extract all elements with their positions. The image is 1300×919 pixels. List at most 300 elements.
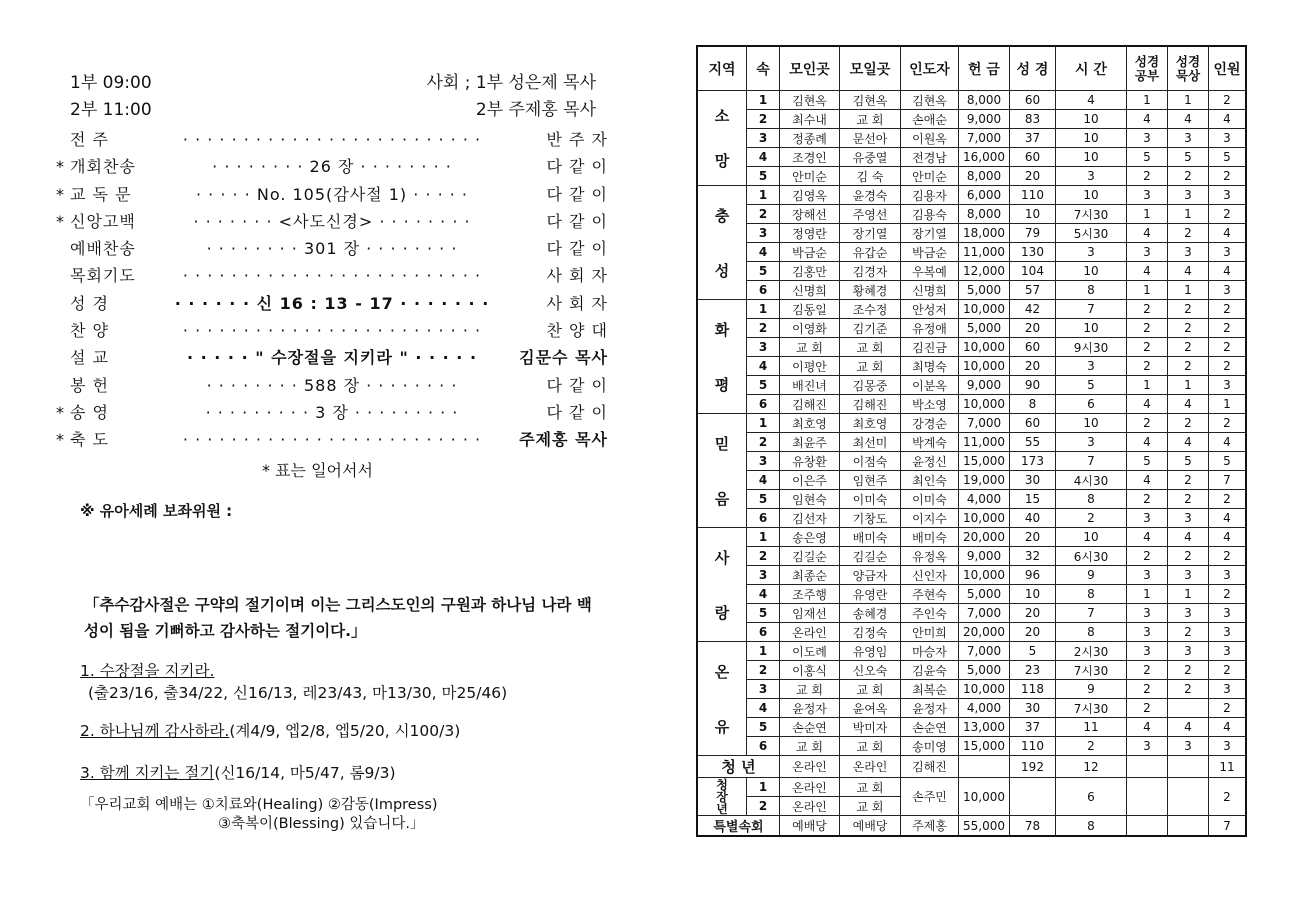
table-cell: 3 — [1127, 243, 1168, 262]
table-cell: 8,000 — [959, 205, 1010, 224]
table-cell: 30 — [1010, 471, 1056, 490]
table-row — [697, 680, 1246, 699]
table-cell: 130 — [1010, 243, 1056, 262]
table-row — [697, 737, 1246, 756]
table-cell: 5,000 — [959, 661, 1010, 680]
table-cell: 2 — [1127, 490, 1168, 509]
table-row — [697, 528, 1246, 547]
table-cell: 7,000 — [959, 129, 1010, 148]
table-cell: 안미순 — [901, 167, 959, 186]
table-cell: 10,000 — [959, 338, 1010, 357]
order-item-detail: · · · · · " 수장절을 지키라 " · · · · · — [186, 348, 478, 368]
table-cell: 4 — [1127, 395, 1168, 414]
table-cell: 예배당 — [840, 816, 901, 837]
table-row — [697, 262, 1246, 281]
table-cell: 104 — [1010, 262, 1056, 281]
class-number: 3 — [747, 224, 780, 243]
class-number: 2 — [747, 110, 780, 129]
table-row — [697, 205, 1246, 224]
table-cell: 4 — [1168, 528, 1209, 547]
young-adult-name-char: 청 — [716, 777, 728, 792]
table-cell: 8,000 — [959, 167, 1010, 186]
table-cell: 3 — [1168, 509, 1209, 528]
order-item-name: 축 도 — [70, 430, 109, 450]
table-cell: 3 — [1056, 167, 1127, 186]
table-cell: 김경자 — [840, 262, 901, 281]
table-cell: 20 — [1010, 623, 1056, 642]
sermon-point-refs: (계4/9, 엡2/8, 엡5/20, 시100/3) — [229, 722, 461, 740]
table-cell: 60 — [1010, 91, 1056, 110]
table-cell: 최복순 — [901, 680, 959, 699]
table-cell: 교 회 — [780, 680, 840, 699]
table-cell: 안미순 — [780, 167, 840, 186]
table-row — [697, 110, 1246, 129]
sermon-point-refs: (신16/14, 마5/47, 롬9/3) — [214, 764, 396, 782]
service-times — [70, 70, 152, 124]
sermon-point-title: 2. 하나님께 감사하라. — [80, 722, 230, 740]
table-cell: 2 — [1127, 680, 1168, 699]
table-cell: 윤정신 — [901, 452, 959, 471]
table-row — [697, 224, 1246, 243]
table-cell: 20 — [1010, 604, 1056, 623]
sermon-point-title: 1. 수장절을 지키라. — [80, 662, 215, 680]
table-cell: 4 — [1056, 91, 1127, 110]
table-cell: 8 — [1056, 281, 1127, 300]
table-cell: 배미숙 — [901, 528, 959, 547]
table-cell: 55 — [1010, 433, 1056, 452]
table-cell: 유영임 — [840, 642, 901, 661]
order-star: * — [56, 211, 64, 231]
table-cell: 7시30 — [1056, 661, 1127, 680]
table-cell: 유영란 — [840, 585, 901, 604]
order-item-name: 찬 양 — [70, 321, 109, 341]
table-row — [697, 452, 1246, 471]
class-number: 5 — [747, 376, 780, 395]
region-name-cell — [697, 642, 747, 756]
table-cell: 20 — [1010, 319, 1056, 338]
table-cell: 주영선 — [840, 205, 901, 224]
table-cell: 조수정 — [840, 300, 901, 319]
table-cell: 김해진 — [840, 395, 901, 414]
order-item — [56, 317, 608, 344]
class-number: 6 — [747, 509, 780, 528]
table-cell: 3 — [1168, 737, 1209, 756]
class-meeting-table — [696, 45, 1247, 837]
order-item-detail: · · · · · · · · 588 장 · · · · · · · · — [206, 375, 458, 395]
table-row — [697, 604, 1246, 623]
table-cell: 4,000 — [959, 490, 1010, 509]
table-cell: 최윤주 — [780, 433, 840, 452]
order-item-name: 성 경 — [70, 293, 109, 313]
table-row — [697, 623, 1246, 642]
table-row — [697, 243, 1246, 262]
table-cell: 4 — [1127, 110, 1168, 129]
table-cell: 4 — [1168, 433, 1209, 452]
table-cell: 최선미 — [840, 433, 901, 452]
sermon-point-2 — [80, 720, 460, 742]
table-cell: 2 — [1209, 91, 1247, 110]
table-cell: 이평안 — [780, 357, 840, 376]
table-row — [697, 585, 1246, 604]
motto-line-1: 「우리교회 예배는 ①치료와(Healing) ②감동(Impress) — [80, 797, 438, 813]
order-item-person: 주제홍 목사 — [519, 430, 608, 450]
table-cell: 118 — [1010, 680, 1056, 699]
table-cell: 10 — [1056, 262, 1127, 281]
order-item-detail: · · · · · · · · · · · · · · · · · · · · · · · · · — [182, 430, 482, 450]
table-cell: 12 — [1056, 756, 1127, 778]
table-row — [697, 319, 1246, 338]
table-cell: 4 — [1209, 262, 1247, 281]
table-cell: 온라인 — [780, 623, 840, 642]
table-cell: 3 — [1209, 243, 1247, 262]
table-cell: 손주민 — [901, 778, 959, 816]
class-number: 1 — [747, 642, 780, 661]
table-cell: 2 — [1209, 585, 1247, 604]
table-cell: 5 — [1168, 452, 1209, 471]
table-cell: 2 — [1168, 319, 1209, 338]
table-cell: 김현옥 — [840, 91, 901, 110]
order-item — [56, 181, 608, 208]
order-item — [56, 426, 608, 453]
table-cell: 10,000 — [959, 300, 1010, 319]
table-cell: 8 — [1056, 623, 1127, 642]
table-cell: 110 — [1010, 186, 1056, 205]
table-row-youth — [697, 756, 1246, 778]
region-name-cell — [697, 91, 747, 186]
table-cell: 5시30 — [1056, 224, 1127, 243]
class-number: 2 — [747, 205, 780, 224]
order-item-person: 사 회 자 — [546, 266, 608, 286]
order-item — [56, 208, 608, 235]
table-cell: 김현옥 — [901, 91, 959, 110]
order-item — [56, 235, 608, 262]
table-row — [697, 661, 1246, 680]
table-cell: 안성저 — [901, 300, 959, 319]
table-cell: 9 — [1056, 566, 1127, 585]
young-adult-name-cell — [697, 778, 747, 816]
table-cell: 8,000 — [959, 91, 1010, 110]
table-cell: 10,000 — [959, 680, 1010, 699]
table-row-special — [697, 816, 1246, 837]
table-cell: 2 — [1209, 300, 1247, 319]
table-cell: 김현옥 — [780, 91, 840, 110]
special-name-cell: 특별속회 — [697, 816, 780, 837]
table-cell: 배진녀 — [780, 376, 840, 395]
table-cell: 1 — [1168, 376, 1209, 395]
table-cell: 20 — [1010, 357, 1056, 376]
class-number: 3 — [747, 566, 780, 585]
table-row — [697, 547, 1246, 566]
class-number: 4 — [747, 699, 780, 718]
table-cell: 임현주 — [840, 471, 901, 490]
table-cell: 2시30 — [1056, 642, 1127, 661]
table-row — [697, 433, 1246, 452]
table-cell: 김해진 — [901, 756, 959, 778]
table-cell: 이미숙 — [840, 490, 901, 509]
table-cell: 2 — [1168, 357, 1209, 376]
order-item-person: 반 주 자 — [546, 130, 608, 149]
table-cell: 8 — [1056, 816, 1127, 837]
table-cell: 2 — [1209, 699, 1247, 718]
table-cell: 4 — [1209, 509, 1247, 528]
motto-line-2: ③축복이(Blessing) 있습니다.」 — [218, 816, 425, 832]
table-cell: 3 — [1056, 357, 1127, 376]
order-item — [56, 290, 608, 317]
region-name-char: 사 — [714, 548, 730, 567]
table-cell: 2 — [1056, 737, 1127, 756]
table-cell: 9,000 — [959, 110, 1010, 129]
table-cell: 2 — [1127, 547, 1168, 566]
class-number: 4 — [747, 243, 780, 262]
class-number: 3 — [747, 129, 780, 148]
class-number: 2 — [747, 433, 780, 452]
region-name-char: 온 — [714, 662, 730, 681]
table-cell: 주인숙 — [901, 604, 959, 623]
table-cell: 7 — [1056, 452, 1127, 471]
table-cell: 10,000 — [959, 357, 1010, 376]
header-bible-meditation: 성경 묵상 — [1168, 46, 1209, 91]
table-cell: 2 — [1168, 490, 1209, 509]
table-cell: 40 — [1010, 509, 1056, 528]
table-cell: 교 회 — [840, 778, 901, 797]
class-number: 1 — [747, 300, 780, 319]
order-item-person: 다 같 이 — [546, 211, 608, 231]
table-cell: 김홍만 — [780, 262, 840, 281]
table-cell: 3 — [1127, 642, 1168, 661]
table-cell: 3 — [1209, 642, 1247, 661]
table-cell: 10,000 — [959, 395, 1010, 414]
table-cell: 송혜경 — [840, 604, 901, 623]
header-attendance: 인원 — [1209, 46, 1247, 91]
table-cell: 4 — [1127, 224, 1168, 243]
table-cell: 강경순 — [901, 414, 959, 433]
table-cell: 4 — [1127, 433, 1168, 452]
table-cell: 2 — [1168, 680, 1209, 699]
table-cell: 온라인 — [780, 797, 840, 816]
table-cell: 7,000 — [959, 414, 1010, 433]
order-item-detail: · · · · · · · · 301 장 · · · · · · · · — [206, 239, 458, 259]
table-cell: 2 — [1209, 357, 1247, 376]
table-cell — [1127, 816, 1168, 837]
table-row — [697, 471, 1246, 490]
table-cell: 김진금 — [901, 338, 959, 357]
table-cell: 23 — [1010, 661, 1056, 680]
table-cell: 교 회 — [840, 680, 901, 699]
table-cell: 12,000 — [959, 262, 1010, 281]
table-cell: 교 회 — [840, 737, 901, 756]
table-cell — [1127, 756, 1168, 778]
class-number: 5 — [747, 718, 780, 737]
table-cell: 32 — [1010, 547, 1056, 566]
table-cell: 3 — [1168, 566, 1209, 585]
table-cell: 2 — [1127, 338, 1168, 357]
table-row — [697, 718, 1246, 737]
table-cell: 1 — [1168, 585, 1209, 604]
class-number: 6 — [747, 281, 780, 300]
header-class: 속 — [747, 46, 780, 91]
table-cell: 2 — [1209, 778, 1247, 816]
table-cell: 김용숙 — [901, 205, 959, 224]
header-region: 지역 — [697, 46, 747, 91]
table-cell: 5 — [1168, 148, 1209, 167]
table-cell: 60 — [1010, 338, 1056, 357]
order-item-name: 예배찬송 — [70, 239, 136, 259]
service-time-1: 1부 09:00 — [70, 73, 152, 93]
table-cell: 배미숙 — [840, 528, 901, 547]
table-cell: 4 — [1168, 395, 1209, 414]
table-row — [697, 566, 1246, 585]
table-cell: 4 — [1127, 528, 1168, 547]
table-cell: 2 — [1209, 414, 1247, 433]
table-cell: 송미영 — [901, 737, 959, 756]
table-cell: 78 — [1010, 816, 1056, 837]
table-cell: 박금순 — [901, 243, 959, 262]
table-cell: 9,000 — [959, 547, 1010, 566]
table-cell: 5 — [1010, 642, 1056, 661]
table-cell: 3 — [1209, 186, 1247, 205]
table-cell: 3 — [1209, 376, 1247, 395]
table-cell: 1 — [1168, 205, 1209, 224]
order-item-person: 김문수 목사 — [519, 348, 608, 368]
table-cell: 2 — [1168, 623, 1209, 642]
table-cell: 10 — [1056, 319, 1127, 338]
table-cell: 57 — [1010, 281, 1056, 300]
order-item — [56, 372, 608, 399]
table-cell: 윤경숙 — [840, 186, 901, 205]
table-cell: 10 — [1056, 110, 1127, 129]
table-cell: 60 — [1010, 148, 1056, 167]
table-cell: 유창환 — [780, 452, 840, 471]
header-time: 시 간 — [1056, 46, 1127, 91]
table-cell: 이은주 — [780, 471, 840, 490]
table-cell: 황혜경 — [840, 281, 901, 300]
table-cell: 18,000 — [959, 224, 1010, 243]
header-met-at: 모인곳 — [780, 46, 840, 91]
region-name-char: 소 — [714, 106, 730, 125]
table-row — [697, 699, 1246, 718]
class-number: 1 — [747, 414, 780, 433]
table-cell: 3 — [1056, 243, 1127, 262]
region-name-cell — [697, 300, 747, 414]
table-cell: 4 — [1127, 718, 1168, 737]
table-cell: 2 — [1168, 338, 1209, 357]
table-cell: 9시30 — [1056, 338, 1127, 357]
table-cell: 10 — [1010, 585, 1056, 604]
order-item-name: 송 영 — [70, 402, 109, 422]
table-cell: 1 — [1127, 281, 1168, 300]
class-number: 3 — [747, 452, 780, 471]
youth-name-cell: 청 년 — [697, 756, 780, 778]
order-item-person: 다 같 이 — [546, 402, 608, 422]
table-cell: 30 — [1010, 699, 1056, 718]
class-number: 5 — [747, 490, 780, 509]
table-cell — [1127, 778, 1168, 816]
order-item — [56, 399, 608, 426]
table-cell: 4시30 — [1056, 471, 1127, 490]
table-cell: 3 — [1056, 433, 1127, 452]
table-cell: 10,000 — [959, 509, 1010, 528]
order-item-name: 교 독 문 — [70, 184, 132, 204]
table-cell: 교 회 — [840, 110, 901, 129]
table-cell: 10,000 — [959, 778, 1010, 816]
table-cell: 60 — [1010, 414, 1056, 433]
table-cell: 윤정자 — [901, 699, 959, 718]
table-cell: 신인자 — [901, 566, 959, 585]
table-cell: 3 — [1209, 737, 1247, 756]
table-cell: 2 — [1127, 661, 1168, 680]
table-cell: 3 — [1168, 186, 1209, 205]
table-cell: 8 — [1056, 585, 1127, 604]
table-cell: 10 — [1056, 129, 1127, 148]
table-cell: 4 — [1209, 718, 1247, 737]
order-item-detail: · · · · · · 신 16 : 13 - 17 · · · · · · · — [174, 293, 490, 313]
table-cell: 173 — [1010, 452, 1056, 471]
table-cell: 교 회 — [840, 338, 901, 357]
table-cell: 2 — [1168, 167, 1209, 186]
class-number: 6 — [747, 623, 780, 642]
table-cell: 5 — [1127, 452, 1168, 471]
table-cell: 1 — [1168, 91, 1209, 110]
table-cell: 김해진 — [780, 395, 840, 414]
table-cell: 주제홍 — [901, 816, 959, 837]
class-number: 5 — [747, 167, 780, 186]
class-number: 5 — [747, 604, 780, 623]
table-row — [697, 642, 1246, 661]
table-cell: 박계숙 — [901, 433, 959, 452]
table-cell: 문선아 — [840, 129, 901, 148]
table-cell: 3 — [1168, 243, 1209, 262]
region-name-char: 랑 — [714, 603, 730, 622]
header-leader: 인도자 — [901, 46, 959, 91]
table-cell: 우복예 — [901, 262, 959, 281]
table-cell: 최인숙 — [901, 471, 959, 490]
table-cell: 2 — [1168, 471, 1209, 490]
table-cell: 교 회 — [840, 797, 901, 816]
table-cell: 5,000 — [959, 281, 1010, 300]
region-name-char: 믿 — [714, 434, 730, 453]
table-cell: 3 — [1168, 129, 1209, 148]
table-cell: 1 — [1168, 281, 1209, 300]
order-star: * — [56, 184, 64, 204]
region-name-cell — [697, 414, 747, 528]
sermon-point-title: 3. 함께 지키는 절기 — [80, 764, 215, 782]
table-cell — [1168, 778, 1209, 816]
table-row — [697, 91, 1246, 110]
table-row — [697, 338, 1246, 357]
table-row — [697, 376, 1246, 395]
table-cell: 192 — [1010, 756, 1056, 778]
table-cell: 신명희 — [901, 281, 959, 300]
table-cell: 6 — [1056, 778, 1127, 816]
class-number: 1 — [747, 778, 780, 797]
table-cell: 4,000 — [959, 699, 1010, 718]
table-cell: 유정애 — [901, 319, 959, 338]
table-cell: 4 — [1168, 262, 1209, 281]
table-cell: 3 — [1127, 186, 1168, 205]
table-cell: 2 — [1168, 661, 1209, 680]
table-row — [697, 490, 1246, 509]
table-cell: 15,000 — [959, 737, 1010, 756]
table-cell: 13,000 — [959, 718, 1010, 737]
table-row — [697, 300, 1246, 319]
table-cell: 4 — [1209, 433, 1247, 452]
class-meeting-table-area — [696, 45, 1247, 837]
order-item-name: 봉 헌 — [70, 375, 109, 395]
table-cell: 7시30 — [1056, 699, 1127, 718]
order-item-name: 개회찬송 — [70, 157, 136, 177]
table-cell: 김동일 — [780, 300, 840, 319]
class-number: 4 — [747, 471, 780, 490]
